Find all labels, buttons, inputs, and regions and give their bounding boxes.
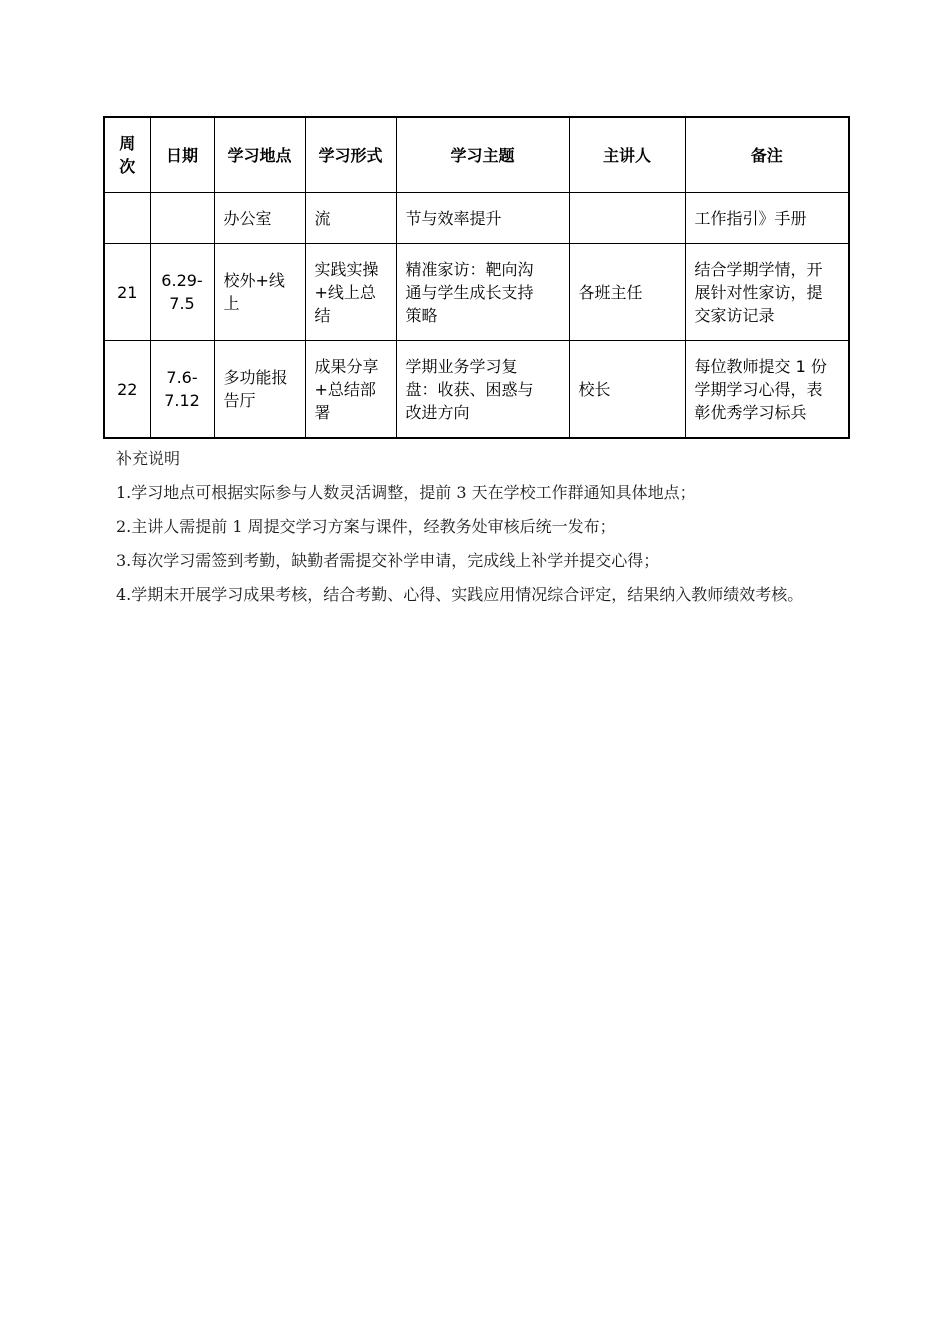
cell-date — [150, 193, 214, 244]
cell-format: 实践实操 +线上总 结 — [305, 244, 396, 341]
cell-week — [104, 193, 150, 244]
note-item: 3.每次学习需签到考勤，缺勤者需提交补学申请，完成线上补学并提交心得； — [116, 551, 660, 570]
cell-location: 多功能报 告厅 — [214, 341, 305, 439]
cell-remarks: 工作指引》手册 — [685, 193, 849, 244]
header-week: 周 次 — [104, 117, 150, 193]
cell-format: 成果分享 +总结部 署 — [305, 341, 396, 439]
notes-title: 补充说明 — [116, 449, 181, 468]
note-item: 1.学习地点可根据实际参与人数灵活调整，提前 3 天在学校工作群通知具体地点； — [116, 483, 696, 502]
cell-week: 21 — [104, 244, 150, 341]
header-location: 学习地点 — [214, 117, 305, 193]
header-date: 日期 — [150, 117, 214, 193]
table-row — [104, 341, 849, 439]
study-schedule-table — [103, 116, 850, 439]
cell-topic: 精准家访：靶向沟 通与学生成长支持 策略 — [396, 244, 569, 341]
header-remarks: 备注 — [685, 117, 849, 193]
cell-remarks: 结合学期学情，开 展针对性家访，提 交家访记录 — [685, 244, 849, 341]
supplementary-notes — [116, 445, 828, 615]
cell-format: 流 — [305, 193, 396, 244]
cell-speaker — [569, 193, 685, 244]
cell-topic: 节与效率提升 — [396, 193, 569, 244]
cell-location: 校外+线 上 — [214, 244, 305, 341]
table-row — [104, 193, 849, 244]
cell-date: 6.29- 7.5 — [150, 244, 214, 341]
note-item: 2.主讲人需提前 1 周提交学习方案与课件，经教务处审核后统一发布； — [116, 517, 616, 536]
cell-location: 办公室 — [214, 193, 305, 244]
cell-speaker: 各班主任 — [569, 244, 685, 341]
cell-date: 7.6- 7.12 — [150, 341, 214, 439]
note-item: 4.学期末开展学习成果考核，结合考勤、心得、实践应用情况综合评定，结果纳入教师绩效考核。 — [116, 585, 804, 604]
cell-week: 22 — [104, 341, 150, 439]
cell-speaker: 校长 — [569, 341, 685, 439]
table-header-row — [104, 117, 849, 193]
cell-remarks: 每位教师提交 1 份 学期学习心得，表 彰优秀学习标兵 — [685, 341, 849, 439]
header-format: 学习形式 — [305, 117, 396, 193]
header-speaker: 主讲人 — [569, 117, 685, 193]
header-topic: 学习主题 — [396, 117, 569, 193]
table-row — [104, 244, 849, 341]
cell-topic: 学期业务学习复 盘：收获、困惑与 改进方向 — [396, 341, 569, 439]
